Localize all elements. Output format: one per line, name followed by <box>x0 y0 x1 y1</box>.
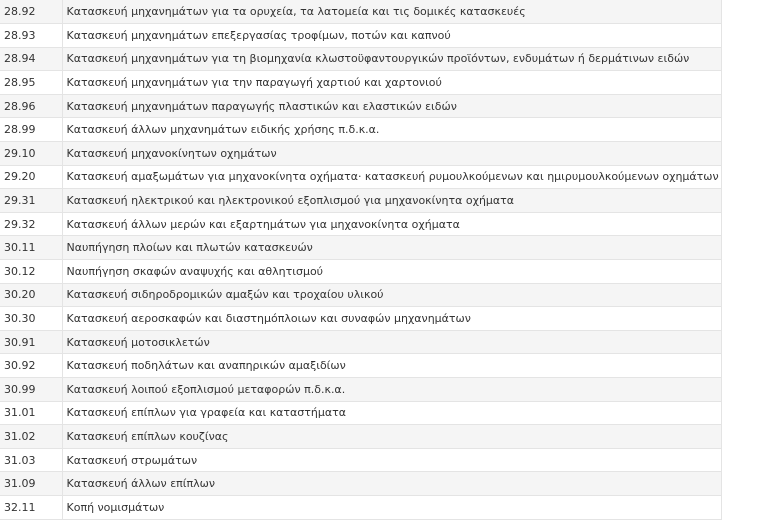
activity-code-cell: 29.20 <box>0 165 62 189</box>
activity-code-cell: 28.93 <box>0 24 62 48</box>
activity-description-cell: Κατασκευή μηχανημάτων για την παραγωγή χαρτιού και χαρτονιού <box>62 71 721 95</box>
activity-description-cell: Κοπή νομισμάτων <box>62 495 721 519</box>
activity-code-cell: 31.03 <box>0 448 62 472</box>
table-row <box>0 165 721 189</box>
table-row <box>0 71 721 95</box>
activity-description-cell: Κατασκευή άλλων επίπλων <box>62 472 721 496</box>
activity-description-cell: Κατασκευή μηχανημάτων παραγωγής πλαστικών και ελαστικών ειδών <box>62 94 721 118</box>
table-row <box>0 378 721 402</box>
activity-code-cell: 30.99 <box>0 378 62 402</box>
activity-description-cell: Ναυπήγηση πλοίων και πλωτών κατασκευών <box>62 236 721 260</box>
activity-description-cell: Κατασκευή αεροσκαφών και διαστημόπλοιων και συναφών μηχανημάτων <box>62 307 721 331</box>
table-row <box>0 330 721 354</box>
table-row <box>0 354 721 378</box>
activity-code-cell: 28.92 <box>0 0 62 24</box>
activity-description-cell: Κατασκευή σιδηροδρομικών αμαξών και τροχαίου υλικού <box>62 283 721 307</box>
activity-code-cell: 30.30 <box>0 307 62 331</box>
table-row <box>0 236 721 260</box>
table-row <box>0 47 721 71</box>
activity-description-cell: Κατασκευή μοτοσικλετών <box>62 330 721 354</box>
activity-code-cell: 28.96 <box>0 94 62 118</box>
table-row <box>0 189 721 213</box>
activity-code-cell: 28.94 <box>0 47 62 71</box>
table-row <box>0 260 721 284</box>
activity-description-cell: Ναυπήγηση σκαφών αναψυχής και αθλητισμού <box>62 260 721 284</box>
activity-code-cell: 31.02 <box>0 425 62 449</box>
table-row <box>0 142 721 166</box>
activity-code-cell: 32.11 <box>0 495 62 519</box>
activity-description-cell: Κατασκευή επίπλων κουζίνας <box>62 425 721 449</box>
activity-code-cell: 28.95 <box>0 71 62 95</box>
activity-code-cell: 30.11 <box>0 236 62 260</box>
activity-description-cell: Κατασκευή στρωμάτων <box>62 448 721 472</box>
table-row <box>0 212 721 236</box>
activity-code-cell: 29.32 <box>0 212 62 236</box>
table-row <box>0 448 721 472</box>
activity-code-cell: 30.92 <box>0 354 62 378</box>
table-row <box>0 24 721 48</box>
table-row <box>0 495 721 519</box>
activity-description-cell: Κατασκευή λοιπού εξοπλισμού μεταφορών π.δ.κ.α. <box>62 378 721 402</box>
activity-description-cell: Κατασκευή αμαξωμάτων για μηχανοκίνητα οχήματα· κατασκευή ρυμουλκούμενων και ημιρυμουλκούμενων οχημάτων <box>62 165 721 189</box>
activity-code-cell: 30.20 <box>0 283 62 307</box>
activity-description-cell: Κατασκευή μηχανοκίνητων οχημάτων <box>62 142 721 166</box>
activity-code-cell: 30.91 <box>0 330 62 354</box>
table-row <box>0 401 721 425</box>
activity-description-cell: Κατασκευή άλλων μερών και εξαρτημάτων για μηχανοκίνητα οχήματα <box>62 212 721 236</box>
table-row <box>0 283 721 307</box>
activity-code-cell: 30.12 <box>0 260 62 284</box>
table-row <box>0 472 721 496</box>
activity-description-cell: Κατασκευή άλλων μηχανημάτων ειδικής χρήσης π.δ.κ.α. <box>62 118 721 142</box>
activity-description-cell: Κατασκευή μηχανημάτων για τα ορυχεία, τα λατομεία και τις δομικές κατασκευές <box>62 0 721 24</box>
activity-description-cell: Κατασκευή ηλεκτρικού και ηλεκτρονικού εξοπλισμού για μηχανοκίνητα οχήματα <box>62 189 721 213</box>
table-row <box>0 94 721 118</box>
activity-description-cell: Κατασκευή ποδηλάτων και αναπηρικών αμαξιδίων <box>62 354 721 378</box>
activity-code-cell: 29.31 <box>0 189 62 213</box>
table-row <box>0 307 721 331</box>
activity-code-cell: 31.01 <box>0 401 62 425</box>
activity-description-cell: Κατασκευή επίπλων για γραφεία και καταστήματα <box>62 401 721 425</box>
activity-code-cell: 29.10 <box>0 142 62 166</box>
activity-code-cell: 28.99 <box>0 118 62 142</box>
activity-code-cell: 31.09 <box>0 472 62 496</box>
activity-description-cell: Κατασκευή μηχανημάτων για τη βιομηχανία κλωστοϋφαντουργικών προϊόντων, ενδυμάτων ή δερμάτινων ειδών <box>62 47 721 71</box>
activity-description-cell: Κατασκευή μηχανημάτων επεξεργασίας τροφίμων, ποτών και καπνού <box>62 24 721 48</box>
table-row <box>0 0 721 24</box>
table-row <box>0 118 721 142</box>
table-row <box>0 425 721 449</box>
